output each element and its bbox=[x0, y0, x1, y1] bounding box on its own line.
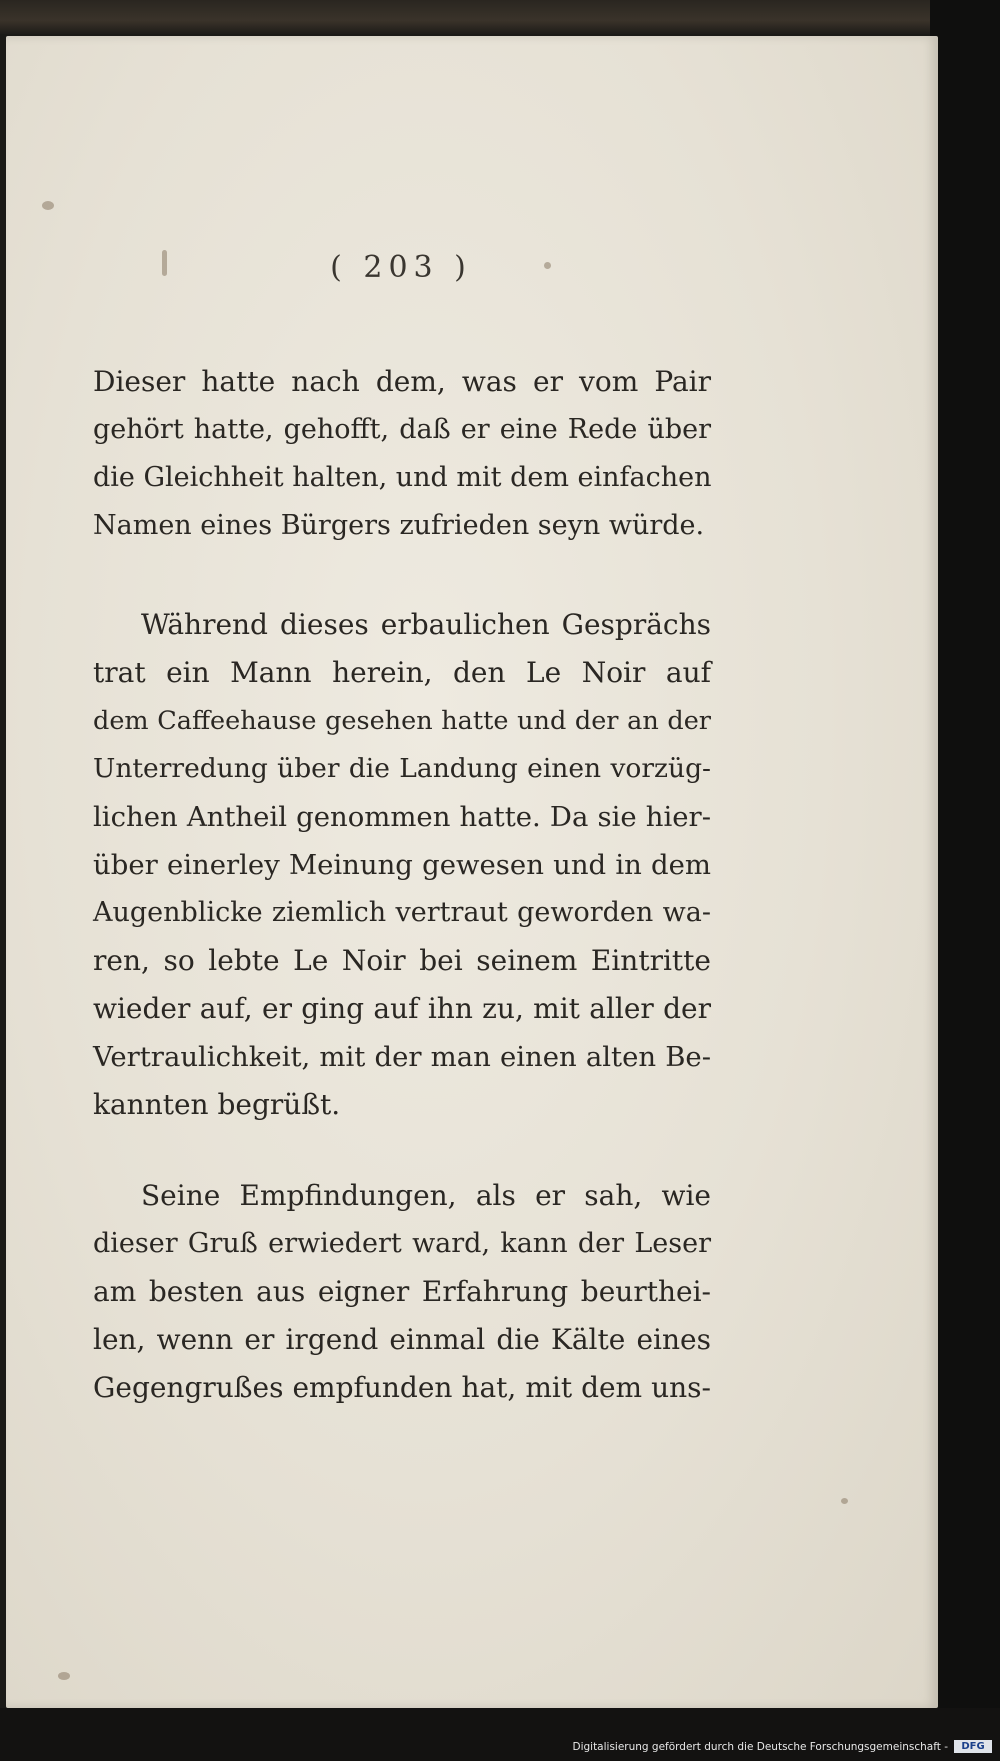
text-line: ren, so lebte Le Noir bei seinem Eintritte bbox=[93, 944, 711, 977]
paragraph-3 bbox=[93, 1172, 711, 1412]
dfg-logo-icon: DFG bbox=[954, 1740, 992, 1753]
text-line: Während dieses erbaulichen Gesprächs bbox=[141, 608, 711, 641]
text-line: kannten begrüßt. bbox=[93, 1088, 341, 1121]
text-line: Augenblicke ziemlich vertraut geworden wa- bbox=[93, 897, 711, 928]
paragraph-2 bbox=[93, 601, 711, 1129]
paper-stain bbox=[42, 201, 54, 210]
text-line: Dieser hatte nach dem, was er vom Pair bbox=[93, 365, 711, 398]
text-line: Namen eines Bürgers zufrieden seyn würde. bbox=[93, 510, 705, 541]
text-line: wieder auf, er ging auf ihn zu, mit aller der bbox=[93, 992, 711, 1025]
paper-stain bbox=[58, 1672, 70, 1680]
text-line: trat ein Mann herein, den Le Noir auf bbox=[93, 656, 711, 689]
book-page bbox=[6, 36, 938, 1708]
text-line: über einerley Meinung gewesen und in dem bbox=[93, 849, 711, 881]
paragraph-1 bbox=[93, 358, 711, 550]
text-line: die Gleichheit halten, und mit dem einfachen bbox=[93, 462, 712, 493]
scan-background-right bbox=[930, 0, 1000, 1761]
text-line: am besten aus eigner Erfahrung beurthei- bbox=[93, 1275, 711, 1308]
page-number: ( 203 ) bbox=[330, 250, 472, 285]
digitization-credit: Digitalisierung gefördert durch die Deutsche Forschungsgemeinschaft - bbox=[572, 1741, 948, 1753]
text-line: dieser Gruß erwiedert ward, kann der Leser bbox=[93, 1228, 711, 1259]
text-line: len, wenn er irgend einmal die Kälte eines bbox=[93, 1323, 711, 1356]
text-line: dem Caffeehause gesehen hatte und der an der bbox=[93, 706, 711, 736]
paper-stain bbox=[841, 1498, 848, 1504]
text-line: lichen Antheil genommen hatte. Da sie hier- bbox=[93, 801, 711, 833]
text-line: Seine Empfindungen, als er sah, wie bbox=[141, 1179, 711, 1212]
text-line: Vertraulichkeit, mit der man einen alten Be- bbox=[93, 1041, 711, 1073]
book-top-edge bbox=[0, 0, 1000, 34]
text-line: gehört hatte, gehofft, daß er eine Rede über bbox=[93, 414, 711, 445]
text-line: Gegengrußes empfunden hat, mit dem uns- bbox=[93, 1371, 711, 1404]
scan-bottom-edge bbox=[0, 1708, 1000, 1761]
text-line: Unterredung über die Landung einen vorzüg- bbox=[93, 753, 711, 784]
